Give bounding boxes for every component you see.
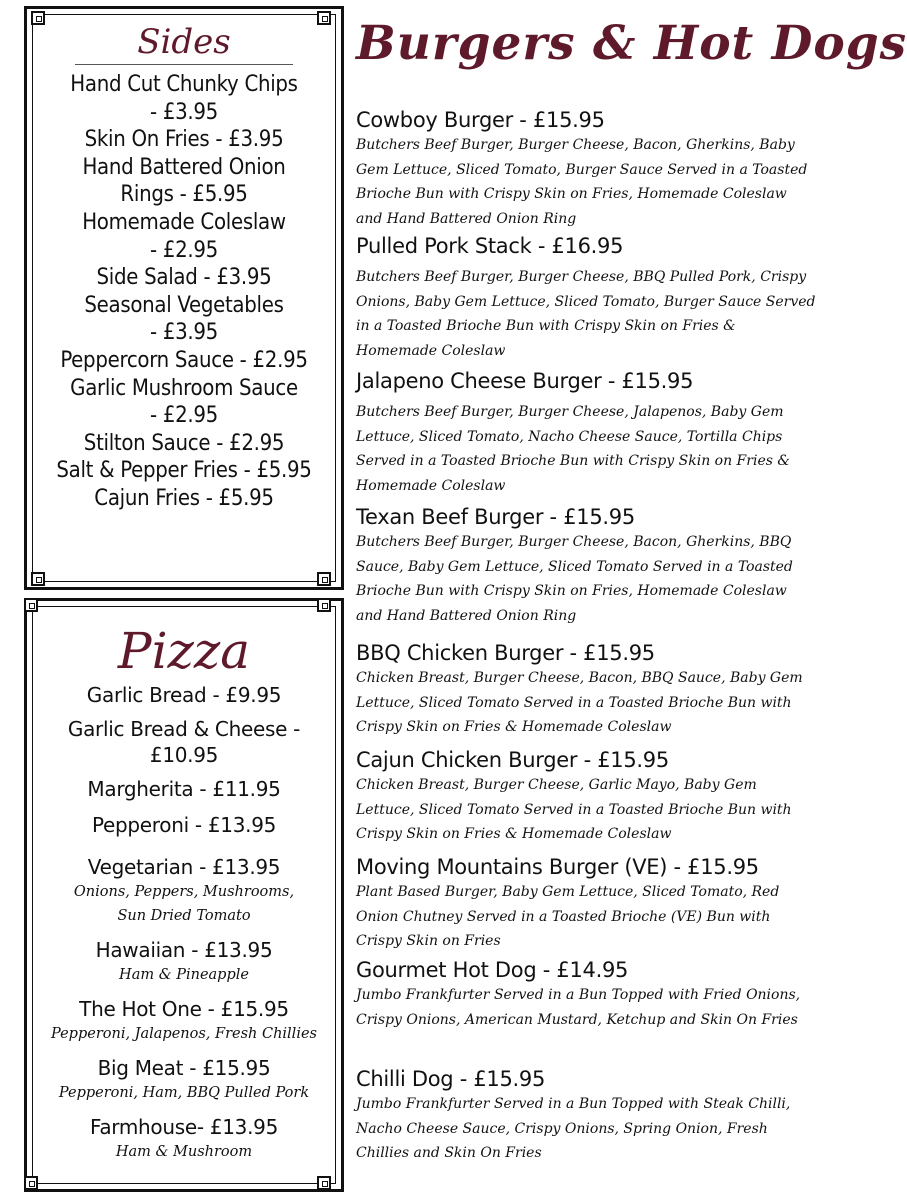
pizza-item: [34, 1114, 334, 1164]
pizza-name: The Hot One - £15.95: [79, 997, 289, 1021]
pizza-description: Ham & Mushroom: [115, 1144, 253, 1160]
pizza-list: [34, 682, 334, 1164]
menu-item: [356, 747, 816, 847]
pizza-name: Garlic Bread & Cheese - £10.95: [67, 717, 301, 767]
pizza-panel: [34, 620, 334, 1173]
menu-item: [356, 1066, 816, 1166]
pizza-item: [34, 812, 334, 838]
pizza-name: Hawaiian - £13.95: [95, 938, 273, 962]
pizza-name: Garlic Bread - £9.95: [86, 683, 282, 707]
pizza-item: [34, 937, 334, 987]
sides-line: Stilton Sauce - £2.95: [83, 430, 285, 456]
item-name: Cajun Chicken Burger - £15.95: [356, 748, 669, 772]
pizza-description: Pepperoni, Jalapenos, Fresh Chillies: [51, 1026, 317, 1042]
sides-line: - £3.95: [150, 99, 218, 125]
pizza-name: Margherita - £11.95: [87, 777, 281, 801]
item-name: Jalapeno Cheese Burger - £15.95: [356, 369, 694, 393]
menu-item: [356, 957, 816, 1032]
item-description: Chicken Breast, Burger Cheese, Bacon, BBQ Sauce, Baby Gem Lettuce, Sliced Tomato Served in a Toasted Brioche Bun with Crispy Skin on Fries & Homemade Coleslaw: [356, 670, 803, 736]
corner-ornament: [317, 598, 331, 612]
item-name: BBQ Chicken Burger - £15.95: [356, 641, 655, 665]
menu-item: [356, 504, 816, 628]
sides-title: Sides: [137, 22, 231, 62]
item-name: Cowboy Burger - £15.95: [356, 108, 605, 132]
pizza-item: [34, 1055, 334, 1105]
sides-line: Hand Battered Onion: [82, 154, 286, 180]
item-description: Butchers Beef Burger, Burger Cheese, Bacon, Gherkins, BBQ Sauce, Baby Gem Lettuce, Sliced Tomato Served in a Toasted Brioche Bun with Crispy Skin on Fries, Homemade Coleslaw and Hand Battered Onion Ring: [356, 534, 793, 624]
corner-ornament: [31, 572, 45, 586]
sides-line: Garlic Mushroom Sauce: [70, 375, 298, 401]
pizza-title: Pizza: [117, 622, 251, 680]
item-description: Jumbo Frankfurter Served in a Bun Topped with Steak Chilli, Nacho Cheese Sauce, Crispy Onions, Spring Onion, Fresh Chillies and Skin On Fries: [356, 1096, 791, 1162]
burgers-title: Burgers & Hot Dogs: [356, 16, 907, 71]
sides-line: Seasonal Vegetables: [84, 292, 284, 318]
item-description: Jumbo Frankfurter Served in a Bun Topped with Fried Onions, Crispy Onions, American Mustard, Ketchup and Skin On Fries: [356, 987, 801, 1028]
sides-line: Skin On Fries - £3.95: [84, 127, 284, 153]
corner-ornament: [24, 1176, 38, 1190]
pizza-item: [34, 996, 334, 1046]
sides-line: Hand Cut Chunky Chips: [70, 72, 298, 97]
sides-line: Cajun Fries - £5.95: [94, 485, 274, 511]
corner-ornament: [317, 1176, 331, 1190]
item-description: Butchers Beef Burger, Burger Cheese, Jalapenos, Baby Gem Lettuce, Sliced Tomato, Nacho Cheese Sauce, Tortilla Chips Served in a Toasted Brioche Bun with Crispy Skin on Fries & Homemade Coleslaw: [356, 404, 790, 494]
pizza-description: Ham & Pineapple: [119, 967, 249, 983]
pizza-description: Onions, Peppers, Mushrooms,: [73, 884, 295, 900]
menu-item: [356, 368, 816, 498]
pizza-description: Pepperoni, Ham, BBQ Pulled Pork: [58, 1085, 310, 1101]
item-name: Moving Mountains Burger (VE) - £15.95: [356, 855, 759, 879]
pizza-item: [34, 682, 334, 708]
pizza-item: [34, 854, 334, 928]
pizza-name: Big Meat - £15.95: [97, 1056, 271, 1080]
sides-list: [38, 71, 330, 513]
menu-item: [356, 640, 816, 740]
item-name: Texan Beef Burger - £15.95: [356, 505, 635, 529]
pizza-item: [34, 776, 334, 802]
title-divider: [75, 64, 293, 65]
sides-line: Salt & Pepper Fries - £5.95: [56, 458, 312, 484]
item-name: Pulled Pork Stack - £16.95: [356, 234, 624, 258]
sides-line: - £3.95: [150, 320, 218, 346]
item-description: Butchers Beef Burger, Burger Cheese, Bacon, Gherkins, Baby Gem Lettuce, Sliced Tomato, Burger Sauce Served in a Toasted Brioche Bun with Crispy Skin on Fries, Homemade Coleslaw and Hand Battered Onion Ring: [356, 137, 808, 227]
pizza-item: [34, 716, 334, 768]
pizza-description: Sun Dried Tomato: [117, 908, 251, 924]
item-name: Gourmet Hot Dog - £14.95: [356, 958, 629, 982]
sides-panel: [38, 22, 330, 513]
sides-line: Rings - £5.95: [120, 182, 248, 208]
pizza-name: Pepperoni - £13.95: [91, 813, 277, 837]
item-description: Butchers Beef Burger, Burger Cheese, BBQ Pulled Pork, Crispy Onions, Baby Gem Lettuce, Sliced Tomato, Burger Sauce Served in a Toasted Brioche Bun with Crispy Skin on Fries & Homemade Coleslaw: [356, 269, 816, 359]
menu-item: [356, 107, 816, 231]
pizza-name: Vegetarian - £13.95: [87, 855, 281, 879]
sides-line: - £2.95: [150, 403, 218, 429]
sides-line: Peppercorn Sauce - £2.95: [60, 347, 308, 373]
item-description: Chicken Breast, Burger Cheese, Garlic Mayo, Baby Gem Lettuce, Sliced Tomato Served in a Toasted Brioche Bun with Crispy Skin on Fries & Homemade Coleslaw: [356, 777, 792, 843]
corner-ornament: [317, 572, 331, 586]
pizza-name: Farmhouse- £13.95: [89, 1115, 279, 1139]
item-description: Plant Based Burger, Baby Gem Lettuce, Sliced Tomato, Red Onion Chutney Served in a Toasted Brioche (VE) Bun with Crispy Skin on Fries: [356, 884, 780, 950]
item-name: Chilli Dog - £15.95: [356, 1067, 546, 1091]
menu-item: [356, 854, 816, 954]
sides-line: Homemade Coleslaw: [82, 209, 286, 235]
menu-item: [356, 233, 816, 363]
sides-line: Side Salad - £3.95: [96, 265, 272, 291]
sides-line: - £2.95: [150, 237, 218, 263]
corner-ornament: [24, 598, 38, 612]
